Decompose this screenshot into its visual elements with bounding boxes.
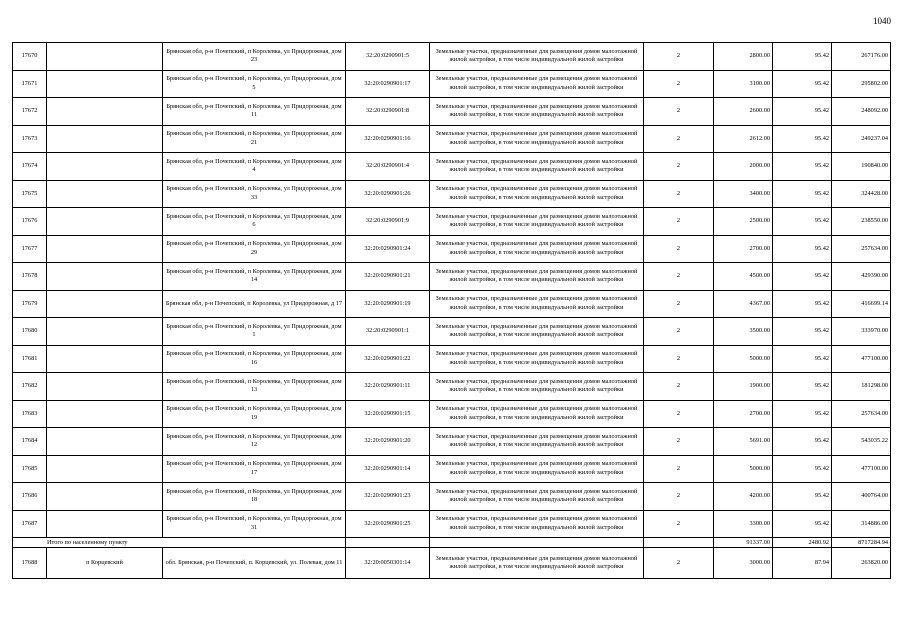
category-cell: 2: [644, 510, 714, 538]
land-use-cell: Земельные участки, предназначенные для размещения домов малоэтажной жилой застройки, в том числе индивидуальной жилой застройки: [430, 483, 644, 511]
table-row: [13, 290, 891, 318]
row-number: 17682: [13, 373, 47, 401]
rate-cell: 95.42: [773, 318, 832, 346]
cadastral-number-cell: 32:20:0290901:15: [346, 400, 430, 428]
area-cell: 1900.00: [714, 373, 773, 401]
address-cell: Брянская обл, р-н Почепский, п Королевка, ул Придорожная, дом 19: [163, 400, 346, 428]
category-cell: 2: [644, 180, 714, 208]
table-row: [13, 345, 891, 373]
row-number: 17671: [13, 70, 47, 98]
total-rate: 2480.92: [773, 538, 832, 548]
place-cell: [47, 180, 163, 208]
table-row: [13, 428, 891, 456]
cadastral-value-cell: 190840.00: [832, 153, 891, 181]
cadastral-number-cell: 32:20:0290901:25: [346, 510, 430, 538]
cadastral-value-cell: 257634.00: [832, 400, 891, 428]
category-cell: 2: [644, 208, 714, 236]
row-number: 17685: [13, 455, 47, 483]
table-row: [13, 510, 891, 538]
row-number: 17672: [13, 98, 47, 126]
land-use-cell: Земельные участки, предназначенные для размещения домов малоэтажной жилой застройки, в том числе индивидуальной жилой застройки: [430, 318, 644, 346]
land-use-cell: Земельные участки, предназначенные для размещения домов малоэтажной жилой застройки, в том числе индивидуальной жилой застройки: [430, 180, 644, 208]
rate-cell: 95.42: [773, 428, 832, 456]
rate-cell: 95.42: [773, 153, 832, 181]
category-cell: 2: [644, 373, 714, 401]
area-cell: 2000.00: [714, 153, 773, 181]
cadastral-value-cell: 477100.00: [832, 345, 891, 373]
place-cell: [47, 290, 163, 318]
address-cell: Брянская обл, р-н Почепский, п Королевка, ул Придорожная, дом 13: [163, 373, 346, 401]
area-cell: 5000.00: [714, 455, 773, 483]
rate-cell: 95.42: [773, 483, 832, 511]
rate-cell: 95.42: [773, 290, 832, 318]
rate-cell: 95.42: [773, 43, 832, 71]
address-cell: Брянская обл, р-н Почепский, п Королевка, ул Придорожная, дом 14: [163, 263, 346, 291]
cadastral-value-cell: 248092.00: [832, 98, 891, 126]
cadastral-value-table: [12, 42, 891, 579]
land-use-cell: Земельные участки, предназначенные для размещения домов малоэтажной жилой застройки, в том числе индивидуальной жилой застройки: [430, 43, 644, 71]
cadastral-number-cell: 32:20:0290901:24: [346, 235, 430, 263]
table-row: [13, 98, 891, 126]
cadastral-value-cell: 263820.00: [832, 548, 891, 579]
cadastral-number-cell: 32:20:0290901:4: [346, 153, 430, 181]
place-cell: [47, 483, 163, 511]
cadastral-value-cell: 324428.00: [832, 180, 891, 208]
place-cell: [47, 70, 163, 98]
place-cell: [47, 428, 163, 456]
address-cell: Брянская обл, р-н Почепский, п Королевка, ул Придорожная, дом 33: [163, 180, 346, 208]
category-cell: 2: [644, 455, 714, 483]
table-row: [13, 153, 891, 181]
cadastral-value-cell: 477100.00: [832, 455, 891, 483]
address-cell: Брянская обл, р-н Почепский, п Королевка, ул Придорожная, дом 17: [163, 455, 346, 483]
cadastral-number-cell: 32:20:0290901:5: [346, 43, 430, 71]
category-cell: 2: [644, 548, 714, 579]
category-cell: 2: [644, 153, 714, 181]
category-cell: 2: [644, 483, 714, 511]
area-cell: 3400.00: [714, 180, 773, 208]
cadastral-number-cell: 32:20:0290901:11: [346, 373, 430, 401]
category-cell: 2: [644, 98, 714, 126]
table-row: [13, 125, 891, 153]
category-cell: 2: [644, 125, 714, 153]
row-number: 17684: [13, 428, 47, 456]
table-row: [13, 400, 891, 428]
category-cell: 2: [644, 345, 714, 373]
table-row: [13, 373, 891, 401]
area-cell: 2700.00: [714, 400, 773, 428]
rate-cell: 95.42: [773, 235, 832, 263]
cadastral-value-cell: 238550.00: [832, 208, 891, 236]
place-cell: [47, 263, 163, 291]
total-empty-cell: [346, 538, 430, 548]
address-cell: Брянская обл, р-н Почепский, п Королевка, ул Придорожная, дом 23: [163, 43, 346, 71]
address-cell: Брянская обл, р-н Почепский, п Королевка, ул Придорожная, дом 6: [163, 208, 346, 236]
address-cell: Брянская обл, р-н Почепский, п Королевка, ул Придорожная, дом 5: [163, 70, 346, 98]
cadastral-value-cell: 543035.22: [832, 428, 891, 456]
category-cell: 2: [644, 428, 714, 456]
row-number: 17675: [13, 180, 47, 208]
cadastral-number-cell: 32:20:0290901:19: [346, 290, 430, 318]
land-use-cell: Земельные участки, предназначенные для размещения домов малоэтажной жилой застройки, в том числе индивидуальной жилой застройки: [430, 263, 644, 291]
area-cell: 3500.00: [714, 318, 773, 346]
address-cell: Брянская обл, р-н Почепский, п Королевка, ул Придорожная, дом 21: [163, 125, 346, 153]
address-cell: обл. Брянская, р-н Почепский, п. Корцевский, ул. Полевая, дом 11: [163, 548, 346, 579]
land-use-cell: Земельные участки, предназначенные для размещения домов малоэтажной жилой застройки, в том числе индивидуальной жилой застройки: [430, 235, 644, 263]
row-number: 17674: [13, 153, 47, 181]
row-number: 17686: [13, 483, 47, 511]
rate-cell: 87.94: [773, 548, 832, 579]
row-number: 17681: [13, 345, 47, 373]
rate-cell: 95.42: [773, 455, 832, 483]
row-number: 17673: [13, 125, 47, 153]
address-cell: Брянская обл, р-н Почепский, п Королевка, ул Придорожная, д 17: [163, 290, 346, 318]
land-use-cell: Земельные участки, предназначенные для размещения домов малоэтажной жилой застройки, в том числе индивидуальной жилой застройки: [430, 290, 644, 318]
land-use-cell: Земельные участки, предназначенные для размещения домов малоэтажной жилой застройки, в том числе индивидуальной жилой застройки: [430, 98, 644, 126]
rate-cell: 95.42: [773, 400, 832, 428]
land-use-cell: Земельные участки, предназначенные для размещения домов малоэтажной жилой застройки, в том числе индивидуальной жилой застройки: [430, 125, 644, 153]
row-number: 17688: [13, 548, 47, 579]
land-use-cell: Земельные участки, предназначенные для размещения домов малоэтажной жилой застройки, в том числе индивидуальной жилой застройки: [430, 428, 644, 456]
cadastral-value-cell: 267176.00: [832, 43, 891, 71]
land-use-cell: Земельные участки, предназначенные для размещения домов малоэтажной жилой застройки, в том числе индивидуальной жилой застройки: [430, 400, 644, 428]
address-cell: Брянская обл, р-н Почепский, п Королевка, ул Придорожная, дом 18: [163, 483, 346, 511]
table-row: [13, 548, 891, 579]
place-cell: [47, 373, 163, 401]
table-row: [13, 235, 891, 263]
land-use-cell: Земельные участки, предназначенные для размещения домов малоэтажной жилой застройки, в том числе индивидуальной жилой застройки: [430, 510, 644, 538]
settlement-name: п Корцевский: [47, 548, 163, 579]
area-cell: 4200.00: [714, 483, 773, 511]
row-number: 17676: [13, 208, 47, 236]
row-number: 17679: [13, 290, 47, 318]
address-cell: Брянская обл, р-н Почепский, п Королевка, ул Придорожная, дом 11: [163, 98, 346, 126]
cadastral-value-cell: 429390.00: [832, 263, 891, 291]
land-use-cell: Земельные участки, предназначенные для размещения домов малоэтажной жилой застройки, в том числе индивидуальной жилой застройки: [430, 548, 644, 579]
area-cell: 2500.00: [714, 208, 773, 236]
area-cell: 2700.00: [714, 235, 773, 263]
area-cell: 2600.00: [714, 98, 773, 126]
address-cell: Брянская обл, р-н Почепский, п Королевка, ул Придорожная, дом 31: [163, 510, 346, 538]
place-cell: [47, 318, 163, 346]
cadastral-value-cell: 249237.04: [832, 125, 891, 153]
area-cell: 2800.00: [714, 43, 773, 71]
place-cell: [47, 345, 163, 373]
table-row: [13, 180, 891, 208]
area-cell: 4500.00: [714, 263, 773, 291]
cadastral-number-cell: 32:20:0290901:17: [346, 70, 430, 98]
area-cell: 5000.00: [714, 345, 773, 373]
row-number: 17677: [13, 235, 47, 263]
cadastral-number-cell: 32:20:0290901:20: [346, 428, 430, 456]
rate-cell: 95.42: [773, 373, 832, 401]
row-number: 17683: [13, 400, 47, 428]
row-number: 17670: [13, 43, 47, 71]
cadastral-value-cell: 314886.00: [832, 510, 891, 538]
rate-cell: 95.42: [773, 345, 832, 373]
cadastral-number-cell: 32:20:0290901:1: [346, 318, 430, 346]
rate-cell: 95.42: [773, 180, 832, 208]
category-cell: 2: [644, 318, 714, 346]
address-cell: Брянская обл, р-н Почепский, п Королевка, ул Придорожная, дом 4: [163, 153, 346, 181]
place-cell: [47, 153, 163, 181]
place-cell: [47, 98, 163, 126]
area-cell: 3000.00: [714, 548, 773, 579]
total-label: Итого по населенному пункту: [13, 538, 346, 548]
land-use-cell: Земельные участки, предназначенные для размещения домов малоэтажной жилой застройки, в том числе индивидуальной жилой застройки: [430, 345, 644, 373]
rate-cell: 95.42: [773, 98, 832, 126]
place-cell: [47, 235, 163, 263]
place-cell: [47, 208, 163, 236]
total-row: [13, 538, 891, 548]
area-cell: 2612.00: [714, 125, 773, 153]
cadastral-number-cell: 32:20:0290901:22: [346, 345, 430, 373]
table-row: [13, 455, 891, 483]
cadastral-value-cell: 333970.00: [832, 318, 891, 346]
land-use-cell: Земельные участки, предназначенные для размещения домов малоэтажной жилой застройки, в том числе индивидуальной жилой застройки: [430, 455, 644, 483]
table-row: [13, 483, 891, 511]
place-cell: [47, 43, 163, 71]
category-cell: 2: [644, 235, 714, 263]
total-area: 91337.00: [714, 538, 773, 548]
area-cell: 3100.00: [714, 70, 773, 98]
address-cell: Брянская обл, р-н Почепский, п Королевка, ул Придорожная, дом 16: [163, 345, 346, 373]
area-cell: 3300.00: [714, 510, 773, 538]
cadastral-value-cell: 295802.00: [832, 70, 891, 98]
cadastral-number-cell: 32:20:0290901:14: [346, 455, 430, 483]
row-number: 17680: [13, 318, 47, 346]
land-use-cell: Земельные участки, предназначенные для размещения домов малоэтажной жилой застройки, в том числе индивидуальной жилой застройки: [430, 70, 644, 98]
category-cell: 2: [644, 43, 714, 71]
rate-cell: 95.42: [773, 70, 832, 98]
table-row: [13, 70, 891, 98]
place-cell: [47, 125, 163, 153]
cadastral-value-cell: 416699.14: [832, 290, 891, 318]
address-cell: Брянская обл, р-н Почепский, п Королевка, ул Придорожная, дом 29: [163, 235, 346, 263]
row-number: 17687: [13, 510, 47, 538]
land-use-cell: Земельные участки, предназначенные для размещения домов малоэтажной жилой застройки, в том числе индивидуальной жилой застройки: [430, 208, 644, 236]
land-use-cell: Земельные участки, предназначенные для размещения домов малоэтажной жилой застройки, в том числе индивидуальной жилой застройки: [430, 153, 644, 181]
cadastral-number-cell: 32:20:0290901:9: [346, 208, 430, 236]
table-row: [13, 208, 891, 236]
cadastral-number-cell: 32:20:0050301:14: [346, 548, 430, 579]
total-empty-cell: [644, 538, 714, 548]
rate-cell: 95.42: [773, 510, 832, 538]
address-cell: Брянская обл, р-н Почепский, п Королевка, ул Придорожная, дом 1: [163, 318, 346, 346]
address-cell: Брянская обл, р-н Почепский, п Королевка, ул Придорожная, дом 12: [163, 428, 346, 456]
category-cell: 2: [644, 290, 714, 318]
land-use-cell: Земельные участки, предназначенные для размещения домов малоэтажной жилой застройки, в том числе индивидуальной жилой застройки: [430, 373, 644, 401]
place-cell: [47, 400, 163, 428]
cadastral-value-cell: 181298.00: [832, 373, 891, 401]
total-empty-cell: [430, 538, 644, 548]
cadastral-value-cell: 400764.00: [832, 483, 891, 511]
row-number: 17678: [13, 263, 47, 291]
total-value: 8717284.94: [832, 538, 891, 548]
cadastral-number-cell: 32:20:0290901:26: [346, 180, 430, 208]
cadastral-number-cell: 32:20:0290901:21: [346, 263, 430, 291]
table-row: [13, 263, 891, 291]
cadastral-number-cell: 32:20:0290901:23: [346, 483, 430, 511]
table-row: [13, 318, 891, 346]
cadastral-value-cell: 257634.00: [832, 235, 891, 263]
rate-cell: 95.42: [773, 263, 832, 291]
area-cell: 5691.00: [714, 428, 773, 456]
table-row: [13, 43, 891, 71]
area-cell: 4367.00: [714, 290, 773, 318]
cadastral-number-cell: 32:20:0290901:16: [346, 125, 430, 153]
page-number: 1040: [873, 16, 891, 26]
category-cell: 2: [644, 400, 714, 428]
place-cell: [47, 510, 163, 538]
table-body: [13, 43, 891, 579]
category-cell: 2: [644, 263, 714, 291]
place-cell: [47, 455, 163, 483]
category-cell: 2: [644, 70, 714, 98]
rate-cell: 95.42: [773, 125, 832, 153]
cadastral-number-cell: 32:20:0290901:8: [346, 98, 430, 126]
rate-cell: 95.42: [773, 208, 832, 236]
